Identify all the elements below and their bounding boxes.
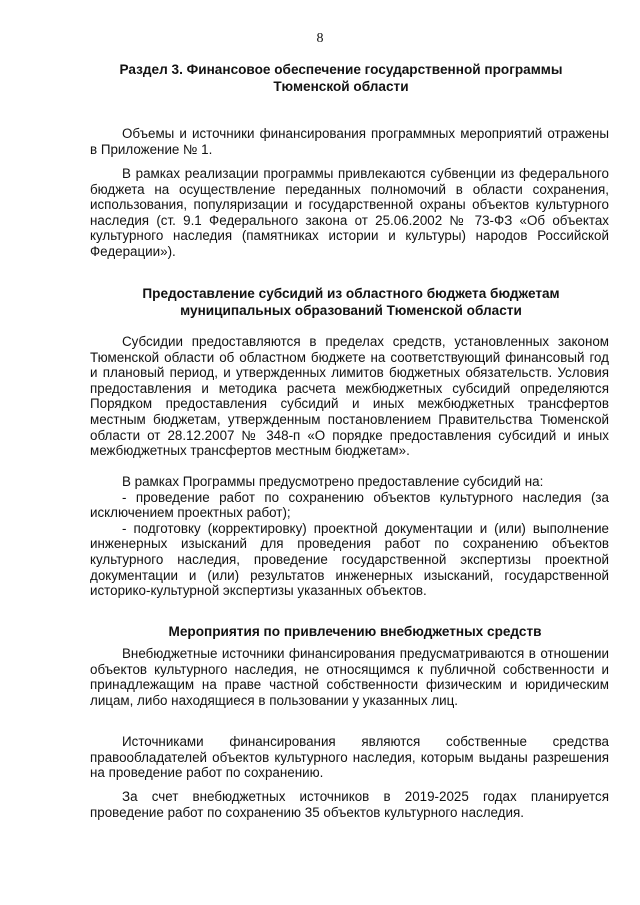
subsidies-list-intro: В рамках Программы предусмотрено предоставление субсидий на: [122, 474, 544, 489]
subsidies-list-item: - подготовку (корректировку) проектной документации и (или) выполнение инженерных изысканий для проведения работ по сохранению объектов культурного наследия, проведение государственной экспертизы проектной документации и (или) результатов инженерных изысканий, государственной историко-культурной экспертизы указанных объектов. [90, 520, 609, 599]
subventions-paragraph: В рамках реализации программы привлекаются субвенции из федерального бюджета на осуществление переданных полномочий в области сохранения, использования, популяризации и государственной охраны объектов культурного наследия (ст. 9.1 Федерального закона от 25.06.2002 № 73-ФЗ «Об объектах культурного наследия (памятниках истории и культуры) народов Российской Федерации»). [90, 166, 609, 259]
extrabudget-heading: Мероприятия по привлечению внебюджетных средств [168, 624, 542, 639]
subsidies-paragraph: Субсидии предоставляются в пределах средств, установленных законом Тюменской области об областном бюджете на соответствующий финансовый год и плановый период, и утвержденных лимитов бюджетных обязательств. Условия предоставления и методика расчета межбюджетных субсидий определяются Порядком предоставления субсидий и иных межбюджетных трансфертов местным бюджетам, утвержденным постановлением Правительства Тюменской области от 28.12.2007 № 348-п «О порядке предоставления субсидий и иных межбюджетных трансфертов местным бюджетам». [90, 334, 609, 459]
funding-sources-paragraph: Объемы и источники финансирования программных мероприятий отражены в Приложение № 1. [90, 126, 609, 157]
extrabudget-plan-paragraph: За счет внебюджетных источников в 2019-2025 годах планируется проведение работ по сохранению 35 объектов культурного наследия. [90, 789, 609, 820]
subsidies-heading-line1: Предоставление субсидий из областного бюджета бюджетам [142, 286, 560, 301]
section-title-line2: Тюменской области [273, 79, 409, 94]
subsidies-heading-line2: муниципальных образований Тюменской области [180, 303, 522, 318]
subsidies-list [90, 474, 609, 599]
section-title-line1: Раздел 3. Финансовое обеспечение государственной программы [119, 62, 563, 77]
section-title [86, 61, 596, 95]
subsidies-heading [96, 285, 606, 319]
funding-sources-owners-paragraph: Источниками финансирования являются собственные средства правообладателей объектов культурного наследия, которым выданы разрешения на проведение работ по сохранению. [90, 734, 609, 781]
subsidies-list-item: - проведение работ по сохранению объектов культурного наследия (за исключением проектных работ); [90, 489, 609, 521]
page-number: 8 [316, 31, 324, 46]
extrabudget-paragraph: Внебюджетные источники финансирования предусматриваются в отношении объектов культурного наследия, не относящимся к публичной собственности и принадлежащим на праве частной собственности физическим и юридическим лицам, либо находящиеся в пользовании у указанных лиц. [90, 646, 609, 708]
